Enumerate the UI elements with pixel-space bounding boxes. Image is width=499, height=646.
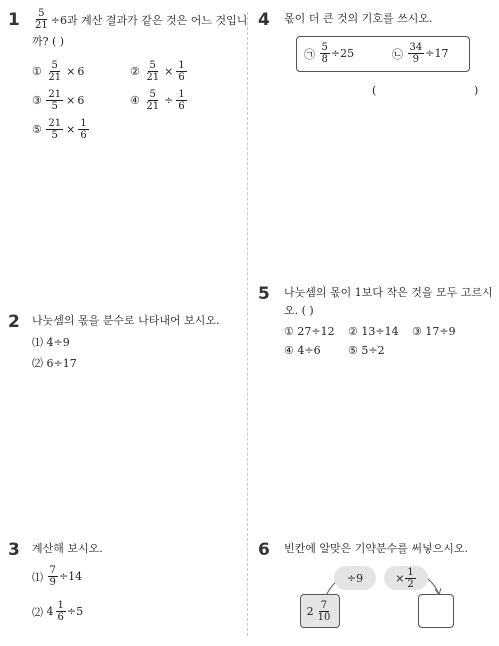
multiply-half-bubble: × $\frac{1}{2}$ bbox=[384, 566, 428, 590]
divide-by-9-bubble: ÷9 bbox=[334, 566, 376, 590]
question-3-number: 3 bbox=[8, 540, 20, 560]
question-4-option-2: ㉡ $\frac{34}{9}$ ÷17 bbox=[392, 42, 449, 65]
question-4-answer-open[interactable]: ( bbox=[372, 84, 377, 97]
answer-blank-box[interactable] bbox=[418, 594, 454, 628]
question-4-text: 몫이 더 큰 것의 기호를 쓰시오. bbox=[284, 12, 433, 25]
question-5-prompt-line2: 오. ( ) bbox=[284, 304, 314, 317]
question-5-option-3[interactable]: ③ 17÷9 bbox=[412, 325, 456, 338]
question-5-option-5[interactable]: ⑤ 5÷2 bbox=[348, 344, 385, 357]
question-1-option-4[interactable]: ④ $\frac{5}{21}$ ÷ $\frac{1}{6}$ bbox=[130, 89, 185, 112]
question-4-answer-close: ) bbox=[474, 84, 479, 97]
question-5-option-2[interactable]: ② 13÷14 bbox=[348, 325, 399, 338]
question-5-number: 5 bbox=[258, 284, 270, 304]
question-1-option-1[interactable]: ① $\frac{5}{21}$ × 6 bbox=[32, 60, 85, 83]
question-1-number: 1 bbox=[8, 10, 20, 30]
question-1-option-2[interactable]: ② $\frac{5}{21}$ × $\frac{1}{6}$ bbox=[130, 60, 185, 83]
fraction: $\frac{5}{21}$ bbox=[35, 8, 48, 31]
question-1-text: ÷6과 계산 결과가 같은 것은 어느 것입니 bbox=[50, 13, 248, 27]
question-5-prompt-line1: 나눗셈의 몫이 1보다 작은 것을 모두 고르시 bbox=[284, 286, 493, 299]
question-6-number: 6 bbox=[258, 540, 270, 560]
question-1-prompt-line1 bbox=[32, 8, 247, 31]
column-divider bbox=[247, 12, 248, 636]
question-5-option-4[interactable]: ④ 4÷6 bbox=[284, 344, 321, 357]
question-2-item-1: ⑴ 4÷9 bbox=[32, 336, 70, 349]
question-4-option-1: ㉠ $\frac{5}{8}$ ÷25 bbox=[304, 42, 355, 65]
question-2-text: 나눗셈의 몫을 분수로 나타내어 보시오. bbox=[32, 314, 220, 327]
question-1-option-5[interactable]: ⑤ $\frac{21}{5}$ × $\frac{1}{6}$ bbox=[32, 118, 87, 141]
question-1-option-3[interactable]: ③ $\frac{21}{5}$ × 6 bbox=[32, 89, 85, 112]
question-2-item-2: ⑵ 6÷17 bbox=[32, 357, 77, 370]
question-6-text: 빈칸에 알맞은 기약분수를 써넣으시오. bbox=[284, 542, 469, 555]
question-4-number: 4 bbox=[258, 10, 270, 30]
question-1-prompt-line2: 까? ( ) bbox=[32, 35, 65, 48]
starting-value-box: 2 $\frac{7}{10}$ bbox=[300, 594, 340, 628]
question-5-option-1[interactable]: ① 27÷12 bbox=[284, 325, 335, 338]
question-3-text: 계산해 보시오. bbox=[32, 542, 103, 555]
question-3-item-2: ⑵ 4 $\frac{1}{6}$ ÷5 bbox=[32, 600, 84, 623]
question-2-number: 2 bbox=[8, 312, 20, 332]
question-3-item-1: ⑴ $\frac{7}{9}$ ÷14 bbox=[32, 565, 83, 588]
